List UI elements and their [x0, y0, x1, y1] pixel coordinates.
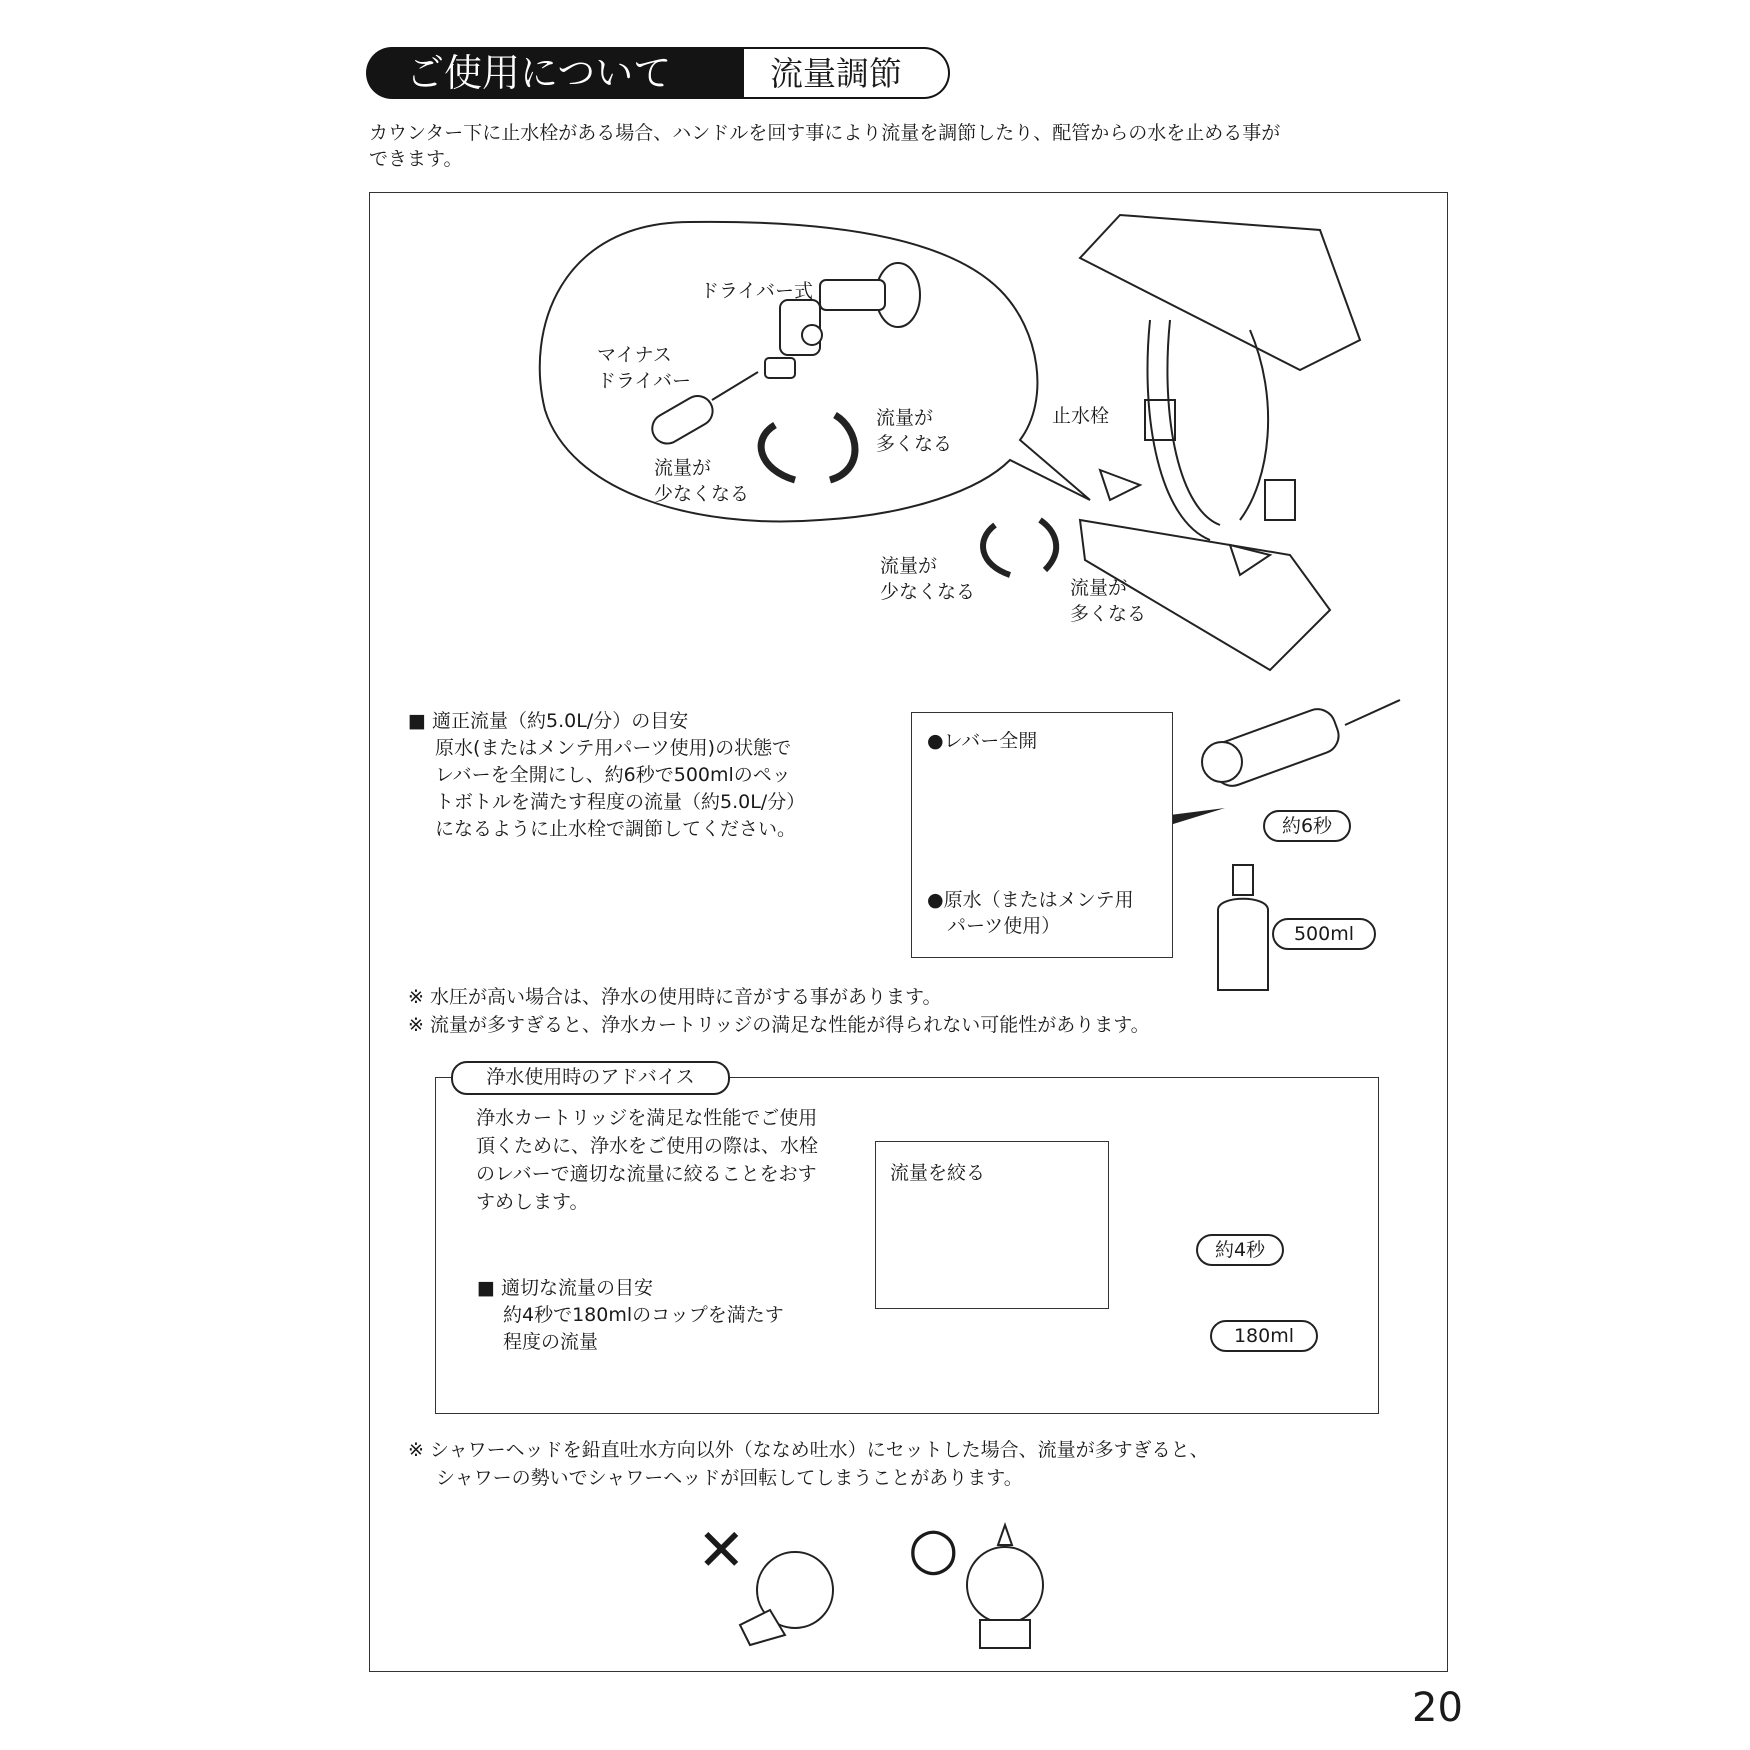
more-flow-label-1: 流量が	[876, 407, 934, 429]
time-badge-4s: 約4秒	[1196, 1234, 1284, 1266]
volume-badge-180ml: 180ml	[1210, 1320, 1318, 1352]
less-flow-label-2: 少なくなる	[654, 483, 750, 505]
advice-sub-line-2: 程度の流量	[503, 1331, 599, 1353]
advice-sub-line-1: 約4秒で180mlのコップを満たす	[503, 1304, 784, 1326]
rotate-arrows-icon-2	[983, 520, 1056, 575]
shower-head-right-icon	[967, 1525, 1043, 1648]
raw-water-label-1: ●原水（またはメンテ用	[927, 889, 1134, 911]
advice-line-2: 頂くために、浄水をご使用の際は、水栓	[476, 1135, 819, 1157]
intro-line-1: カウンター下に止水栓がある場合、ハンドルを回す事により流量を調節したり、配管からの水を止める事が	[369, 122, 1281, 144]
less-flow-label-1: 流量が	[654, 457, 712, 479]
shower-head-wrong-icon	[740, 1552, 833, 1645]
page-number: 20	[1412, 1685, 1463, 1731]
faucet-head-icon	[1202, 700, 1400, 791]
raw-water-label-2: パーツ使用）	[947, 915, 1061, 937]
screwdriver-label-1: マイナス	[597, 344, 672, 366]
more-flow-label-4: 多くなる	[1070, 603, 1147, 625]
less-flow-label-3: 流量が	[880, 555, 938, 577]
throttle-label: 流量を絞る	[890, 1162, 986, 1184]
shower-note-1: ※ シャワーヘッドを鉛直吐水方向以外（ななめ吐水）にセットした場合、流量が多すぎると、	[408, 1439, 1209, 1461]
more-flow-label-3: 流量が	[1070, 577, 1128, 599]
more-flow-label-2: 多くなる	[876, 433, 953, 455]
less-flow-label-4: 少なくなる	[880, 581, 976, 603]
advice-line-3: のレバーで適切な流量に絞ることをおす	[476, 1163, 817, 1185]
advice-tab: 浄水使用時のアドバイス	[451, 1061, 730, 1095]
note-1: ※ 水圧が高い場合は、浄水の使用時に音がする事があります。	[408, 986, 942, 1008]
proper-flow-line-4: になるように止水栓で調節してください。	[435, 818, 797, 840]
intro-line-2: できます。	[369, 148, 463, 170]
advice-sub-heading: ■ 適切な流量の目安	[477, 1277, 653, 1299]
advice-line-1: 浄水カートリッジを満足な性能でご使用	[476, 1107, 818, 1129]
note-2: ※ 流量が多すぎると、浄水カートリッジの満足な性能が得られない可能性があります。	[408, 1014, 1150, 1036]
driver-type-label: ドライバー式	[700, 280, 814, 302]
shower-note-2: シャワーの勢いでシャワーヘッドが回転してしまうことがあります。	[436, 1467, 1023, 1489]
screwdriver-label-2: ドライバー	[597, 370, 692, 392]
proper-flow-line-3: トボトルを満たす程度の流量（約5.0L/分）	[435, 791, 806, 813]
wrong-mark: ✕	[697, 1516, 746, 1584]
volume-badge-500ml: 500ml	[1272, 918, 1376, 950]
valve-label: 止水栓	[1052, 405, 1110, 427]
advice-line-4: すめします。	[476, 1191, 589, 1213]
bottle-icon	[1218, 865, 1268, 990]
lever-open-label: ●レバー全開	[927, 730, 1038, 752]
proper-flow-heading: ■ 適正流量（約5.0L/分）の目安	[408, 710, 689, 732]
proper-flow-line-2: レバーを全開にし、約6秒で500mlのペッ	[435, 764, 791, 786]
page-title: ご使用について	[366, 47, 744, 99]
page-subtitle: 流量調節	[744, 47, 950, 99]
right-mark: ○	[908, 1514, 959, 1582]
time-badge-6s: 約6秒	[1263, 810, 1351, 842]
pointer-icon	[1170, 808, 1225, 825]
proper-flow-line-1: 原水(またはメンテ用パーツ使用)の状態で	[435, 737, 792, 759]
